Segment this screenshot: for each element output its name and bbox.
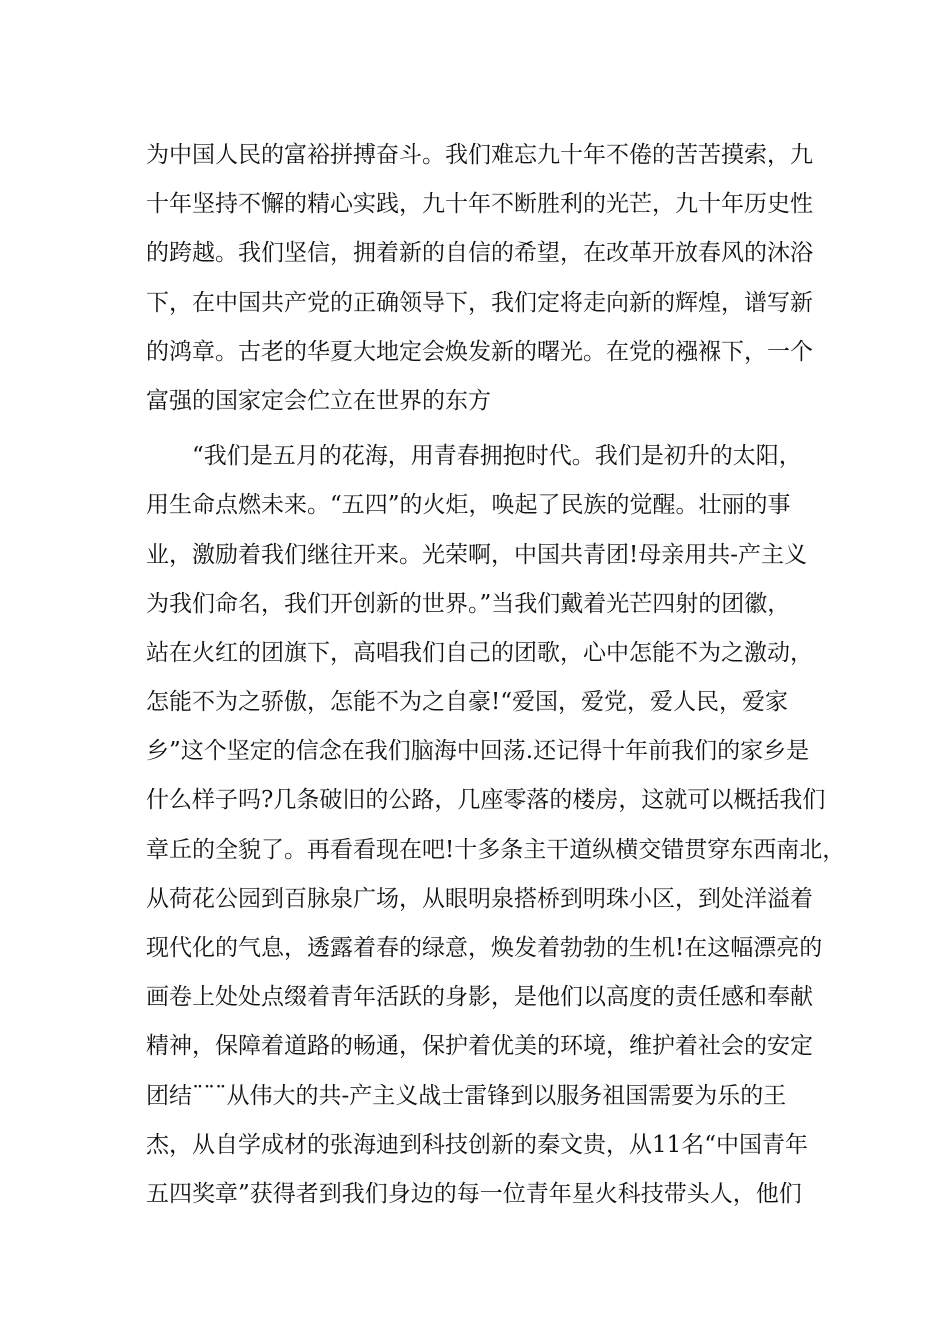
text-line: “我们是五月的花海，用青春拥抱时代。我们是初升的太阳， bbox=[146, 443, 802, 470]
text-line: 什么样子吗?几条破旧的公路，几座零落的楼房，这就可以概括我们 bbox=[146, 787, 826, 814]
text-line: 怎能不为之骄傲，怎能不为之自豪!“爱国，爱党，爱人民，爱家 bbox=[146, 689, 789, 716]
text-line: 下，在中国共产党的正确领导下，我们定将走向新的辉煌，谱写新 bbox=[146, 289, 813, 316]
text-line: 章丘的全貌了。再看看现在吧!十多条主干道纵横交错贯穿东西南北， bbox=[146, 836, 846, 863]
text-line: 富强的国家定会伫立在世界的东方 bbox=[146, 387, 491, 414]
text-line: 业，激励着我们继往开来。光荣啊，中国共青团!母亲用共-产主义 bbox=[146, 541, 808, 568]
text-line: 杰，从自学成材的张海迪到科技创新的秦文贵，从11名“中国青年 bbox=[146, 1131, 809, 1158]
text-line: 用生命点燃未来。“五四”的火炬，唤起了民族的觉醒。壮丽的事 bbox=[146, 492, 791, 519]
text-line: 的鸿章。古老的华夏大地定会焕发新的曙光。在党的襁褓下，一个 bbox=[146, 338, 813, 365]
text-line: 为我们命名，我们开创新的世界。”当我们戴着光芒四射的团徽， bbox=[146, 590, 791, 617]
text-line: 站在火红的团旗下，高唱我们自己的团歌，心中怎能不为之激动， bbox=[146, 639, 813, 666]
document-body bbox=[146, 131, 846, 1219]
text-line: 画卷上处处点缀着青年活跃的身影，是他们以高度的责任感和奉献 bbox=[146, 984, 813, 1011]
text-line: 为中国人民的富裕拼搏奋斗。我们难忘九十年不倦的苦苦摸索，九 bbox=[146, 142, 813, 168]
text-line: 十年坚持不懈的精心实践，九十年不断胜利的光芒，九十年历史性 bbox=[146, 191, 813, 218]
paragraph-1 bbox=[146, 131, 826, 426]
text-line: 团结¨¨¨从伟大的共-产主义战士雷锋到以服务祖国需要为乐的王 bbox=[146, 1082, 787, 1109]
text-line: 五四奖章”获得者到我们身边的每一位青年星火科技带头人，他们 bbox=[146, 1180, 802, 1207]
text-line: 乡”这个坚定的信念在我们脑海中回荡.还记得十年前我们的家乡是 bbox=[146, 738, 810, 765]
text-line: 的跨越。我们坚信，拥着新的自信的希望，在改革开放春风的沐浴 bbox=[146, 240, 813, 267]
paragraph-2 bbox=[146, 432, 846, 1219]
text-line: 精神，保障着道路的畅通，保护着优美的环境，维护着社会的安定 bbox=[146, 1033, 813, 1060]
text-line: 从荷花公园到百脉泉广场，从眼明泉搭桥到明珠小区，到处洋溢着 bbox=[146, 885, 813, 912]
text-line: 现代化的气息，透露着春的绿意，焕发着勃勃的生机!在这幅漂亮的 bbox=[146, 935, 823, 961]
